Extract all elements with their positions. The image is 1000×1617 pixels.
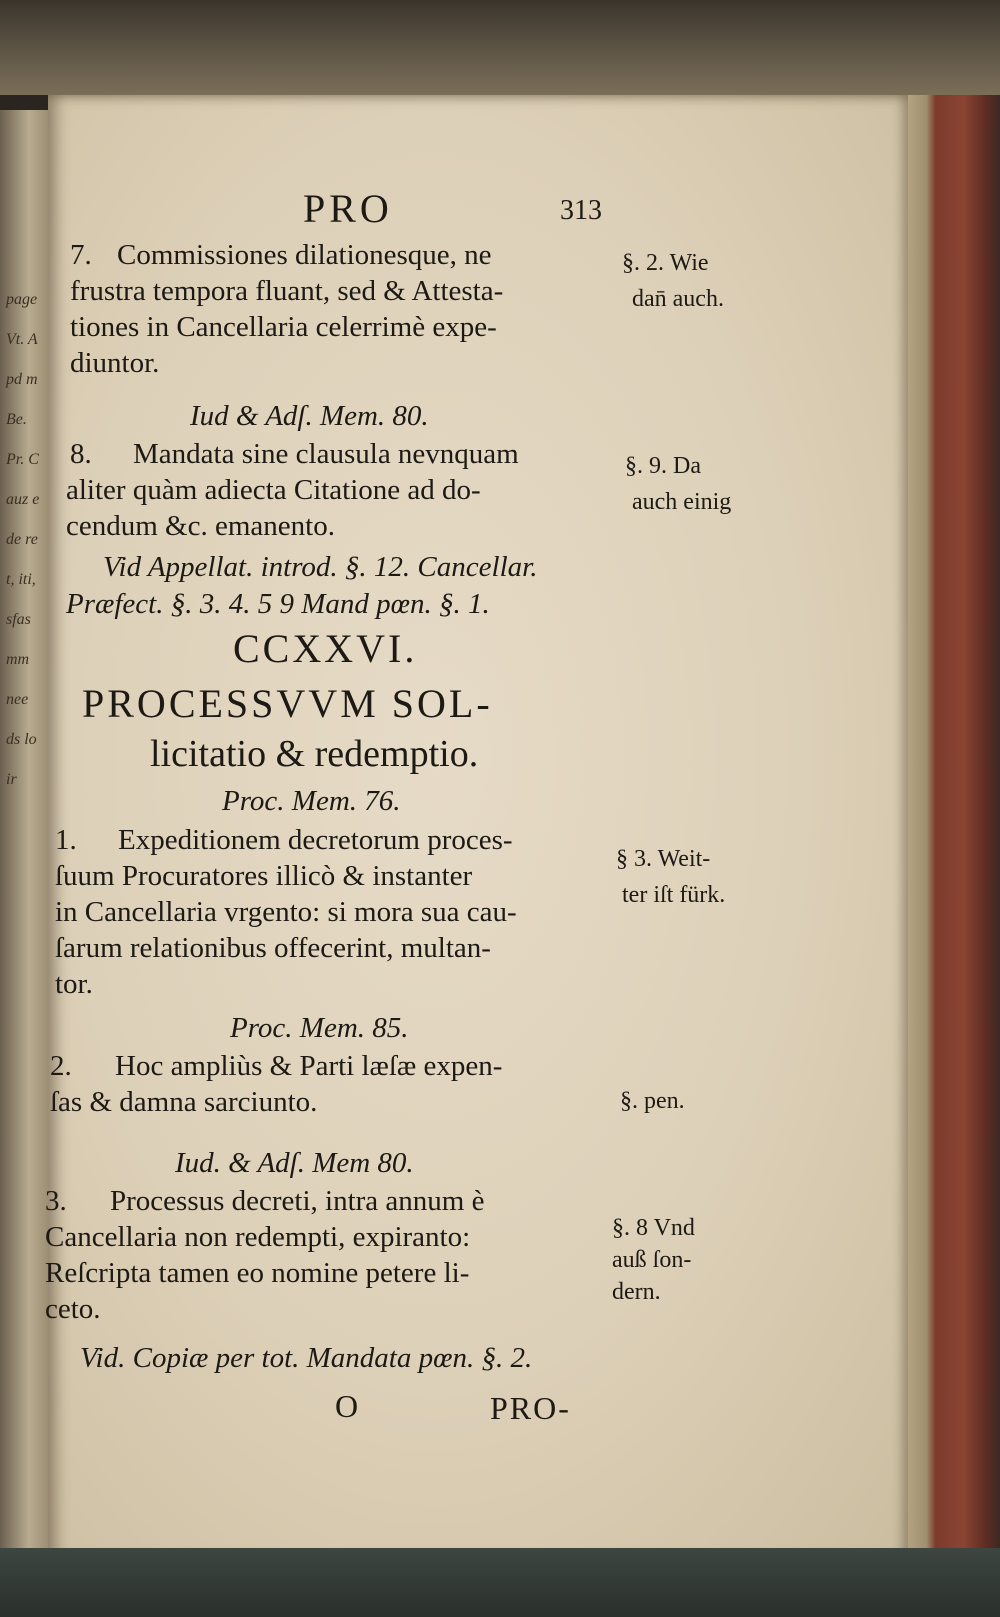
item-1-line-2: ſuum Procuratores illicò & instanter — [55, 860, 473, 892]
book-fore-edge — [908, 95, 1000, 1565]
item-2-text: Hoc ampliùs & Parti læſæ expen- — [115, 1050, 503, 1082]
item-8-reference-1: Vid Appellat. introd. §. 12. Cancellar. — [103, 551, 538, 583]
item-1-margin-2: ter iſt fürk. — [622, 882, 726, 908]
page-number: 313 — [560, 195, 602, 226]
item-8-line-3: cendum &c. emanento. — [66, 510, 335, 542]
item-3-text: Processus decreti, intra annum è — [110, 1185, 485, 1217]
item-8-text: Mandata sine clausula nevnquam — [133, 438, 519, 470]
running-head: PRO — [303, 186, 393, 231]
section-title-continued: licitatio & redemptio. — [150, 733, 479, 775]
item-3-line-2: Cancellaria non redempti, expiranto: — [45, 1221, 471, 1253]
item-3-margin-1: §. 8 Vnd — [612, 1215, 695, 1241]
item-3-number: 3. — [45, 1185, 67, 1217]
signature-mark: O — [335, 1388, 359, 1424]
book-top-edge — [0, 0, 1000, 95]
item-2-line-2: ſas & damna sarciunto. — [50, 1086, 318, 1118]
item-7-line-4: diuntor. — [70, 347, 160, 379]
item-1-line-1 — [55, 822, 513, 858]
section-numeral: CCXXVI. — [233, 626, 418, 671]
item-1-line-5: tor. — [55, 968, 93, 1000]
closing-reference: Vid. Copiæ per tot. Mandata pœn. §. 2. — [80, 1342, 533, 1374]
item-7-text: Commissiones dilationesque, ne — [117, 239, 492, 271]
item-7-margin-2: dan̄ auch. — [632, 286, 724, 312]
item-7-line-1 — [70, 237, 492, 273]
item-3-line-1 — [45, 1183, 484, 1219]
item-3-margin-2: auß ſon- — [612, 1247, 692, 1273]
item-7-number: 7. — [70, 239, 92, 271]
catchword: PRO- — [490, 1390, 571, 1426]
item-3-margin-3: dern. — [612, 1279, 661, 1305]
item-1-line-4: ſarum relationibus offecerint, multan- — [55, 932, 491, 964]
facing-page-fragments: page Vt. Apd mBe. Pr. Cauz ede ret, iti, sfas mm nee ds loir — [6, 291, 40, 788]
item-8-line-1 — [70, 436, 519, 472]
item-8-reference-2: Præfect. §. 3. 4. 5 9 Mand pœn. §. 1. — [66, 588, 490, 620]
book-bottom-edge — [0, 1548, 1000, 1617]
item-1-text: Expeditionem decretorum proces- — [118, 824, 513, 856]
item-2-line-1 — [50, 1048, 502, 1084]
item-7-margin-1: §. 2. Wie — [622, 250, 709, 276]
item-8-margin-2: auch einig — [632, 489, 732, 515]
item-8-margin-1: §. 9. Da — [625, 453, 701, 479]
item-1-line-3: in Cancellaria vrgento: si mora sua cau- — [55, 896, 517, 928]
item-7-reference: Iud & Adſ. Mem. 80. — [190, 400, 429, 432]
item-1-reference: Proc. Mem. 85. — [230, 1012, 409, 1044]
item-2-number: 2. — [50, 1050, 72, 1082]
facing-page-edge — [0, 110, 48, 1550]
item-2-reference: Iud. & Adſ. Mem 80. — [175, 1147, 414, 1179]
item-8-line-2: aliter quàm adiecta Citatione ad do- — [66, 474, 481, 506]
item-7-line-2: frustra tempora fluant, sed & Attesta- — [70, 275, 504, 307]
item-8-number: 8. — [70, 438, 92, 470]
item-2-margin-1: §. pen. — [620, 1088, 685, 1114]
section-reference: Proc. Mem. 76. — [222, 785, 401, 817]
item-1-margin-1: § 3. Weit- — [616, 846, 711, 872]
section-title: PROCESSVVM SOL- — [82, 681, 493, 726]
item-3-line-3: Reſcripta tamen eo nomine petere li- — [45, 1257, 470, 1289]
item-3-line-4: ceto. — [45, 1293, 101, 1325]
item-7-line-3: tiones in Cancellaria celerrimè expe- — [70, 311, 497, 343]
item-1-number: 1. — [55, 824, 77, 856]
